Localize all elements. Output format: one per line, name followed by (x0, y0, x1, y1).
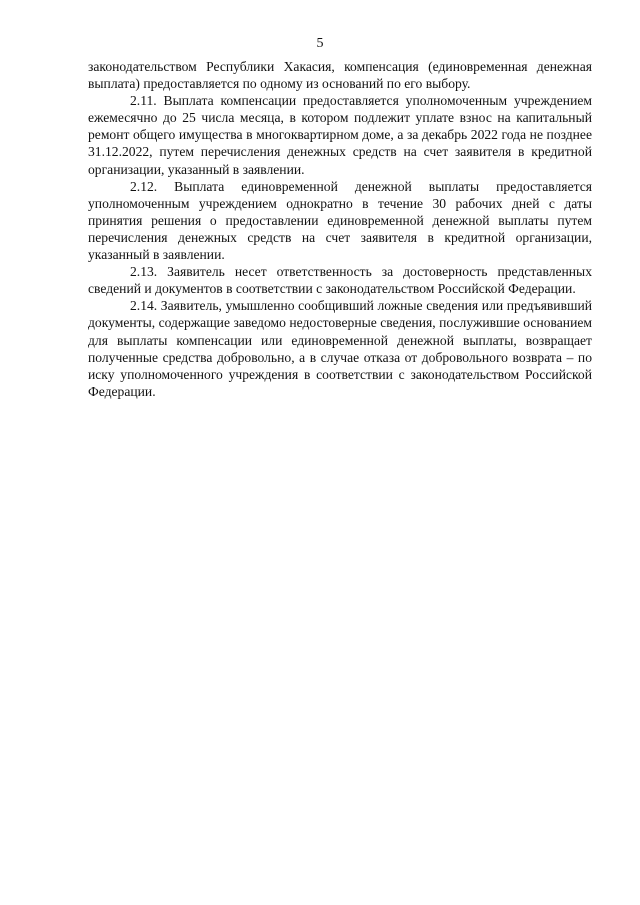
paragraph-2-14: 2.14. Заявитель, умышленно сообщивший ложные сведения или предъявивший документы, содержащие заведомо недостоверные сведения, послужившие основанием для выплаты компенсации или единовременной денежной выплаты, возвращает полученные средства добровольно, а в случае отказа от добровольного возврата – по иску уполномоченного учреждения в соответствии с законодательством Российской Федерации. (88, 298, 592, 399)
paragraph-2-11: 2.11. Выплата компенсации предоставляется уполномоченным учреждением ежемесячно до 25 числа месяца, в котором подлежит уплате взнос на капитальный ремонт общего имущества в многоквартирном доме, а за декабрь 2022 года не позднее 31.12.2022, путем перечисления денежных средств на счет заявителя в кредитной организации, указанный в заявлении. (88, 93, 592, 177)
page-number: 5 (316, 36, 324, 51)
paragraph-continuation: законодательством Республики Хакасия, компенсация (единовременная денежная выплата) предоставляется по одному из оснований по его выбору. (88, 59, 592, 92)
paragraph-2-12: 2.12. Выплата единовременной денежной выплаты предоставляется уполномоченным учреждением однократно в течение 30 рабочих дней с даты принятия решения о предоставлении единовременной денежной выплаты путем перечисления денежных средств на счет заявителя в кредитной организации, указанный в заявлении. (88, 178, 592, 263)
document-body (88, 58, 592, 400)
paragraph-2-13: 2.13. Заявитель несет ответственность за достоверность представленных сведений и документов в соответствии с законодательством Российской Федерации. (88, 264, 592, 297)
